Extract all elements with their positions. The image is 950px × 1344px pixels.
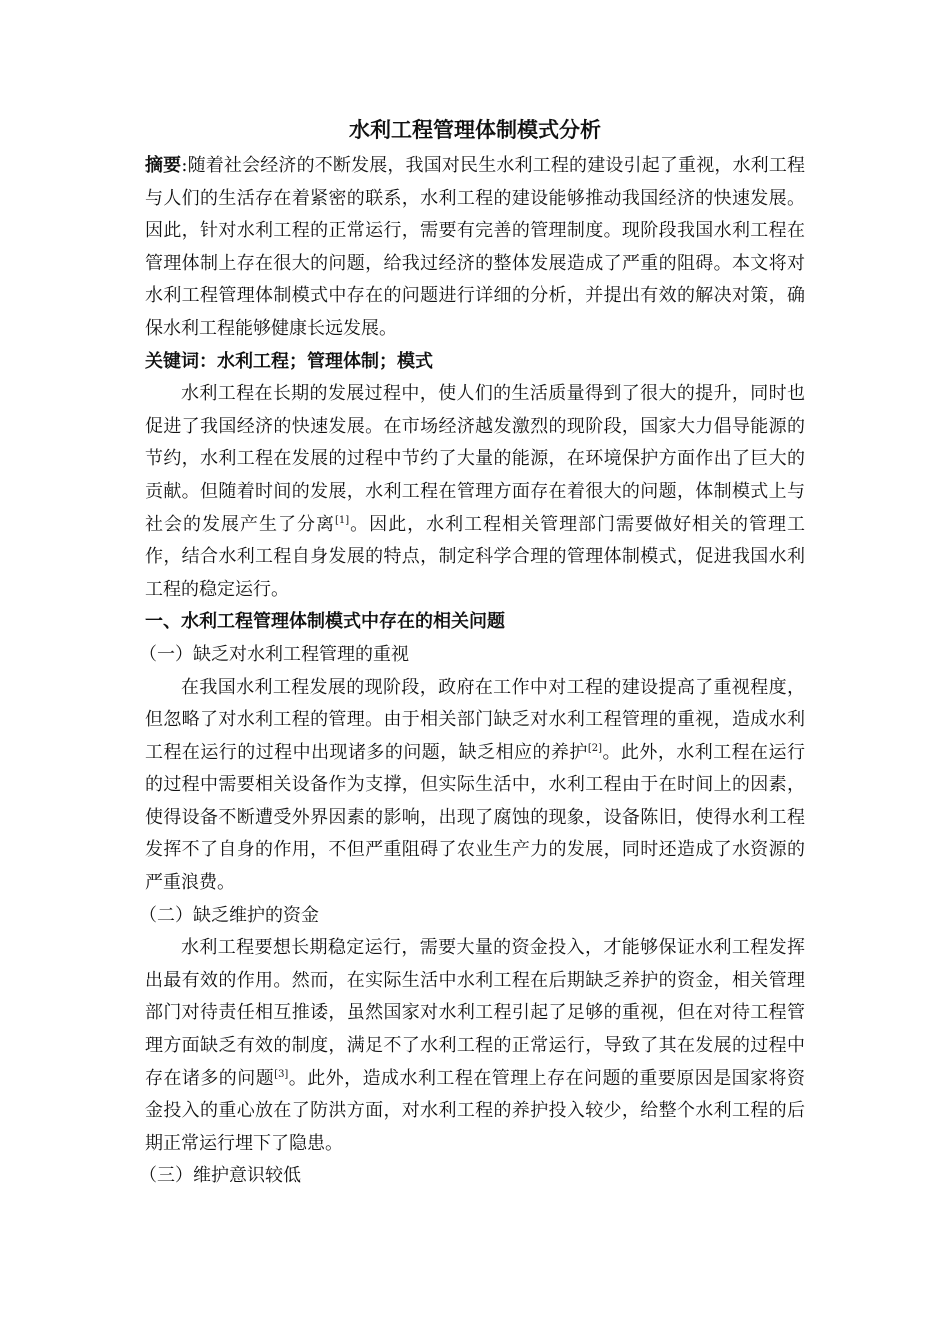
section-1-heading: 一、水利工程管理体制模式中存在的相关问题 [145,611,505,633]
citation-2: [2] [587,742,603,754]
subsection-1-text-a: 在我国水利工程发展的现阶段，政府在工作中对工程的建设提高了重视程度，但忽略了对水利工程的管理。由于相关部门缺乏对水利工程管理的重视，造成水利工程在运行的过程中出现诸多的问题，缺乏相应的养护 [145,676,805,763]
subsection-1-paragraph [145,672,805,900]
subsection-2-heading: （二）缺乏维护的资金 [139,904,319,926]
abstract-label: 摘要 [145,155,182,176]
subsection-3-heading: （三）维护意识较低 [139,1165,301,1187]
citation-1: [1] [334,514,350,526]
citation-3: [3] [274,1068,289,1080]
keywords-line: 关键词：水利工程；管理体制；模式 [145,350,433,372]
abstract-paragraph [145,150,805,346]
subsection-2-text-b: 。此外，造成水利工程在管理上存在问题的重要原因是国家将资金投入的重心放在了防洪方面，对水利工程的养护投入较少，给整个水利工程的后期正常运行埋下了隐患。 [145,1067,806,1154]
abstract-separator: : [181,155,188,176]
subsection-1-text-b: 。此外，水利工程在运行的过程中需要相关设备作为支撑，但实际生活中，水利工程由于在时间上的因素，使得设备不断遭受外界因素的影响，出现了腐蚀的现象，设备陈旧，使得水利工程发挥不了自身的作用，不但严重阻碍了农业生产力的发展，同时还造成了水资源的严重浪费。 [145,741,806,894]
abstract-text: 随着社会经济的不断发展，我国对民生水利工程的建设引起了重视，水利工程与人们的生活存在着紧密的联系，水利工程的建设能够推动我国经济的快速发展。因此，针对水利工程的正常运行，需要有完善的管理制度。现阶段我国水利工程在管理体制上存在很大的问题，给我过经济的整体发展造成了严重的阻碍。本文将对水利工程管理体制模式中存在的问题进行详细的分析，并提出有效的解决对策，确保水利工程能够健康长远发展。 [145,155,806,339]
intro-text-a: 水利工程在长期的发展过程中，使人们的生活质量得到了很大的提升，同时也促进了我国经济的快速发展。在市场经济越发激烈的现阶段，国家大力倡导能源的节约，水利工程在发展的过程中节约了大量的能源，在环境保护方面作出了巨大的贡献。但随着时间的发展，水利工程在管理方面存在着很大的问题，体制模式上与社会的发展产生了分离 [145,383,805,535]
intro-paragraph [145,378,805,606]
document-page [139,112,806,1193]
intro-text-b: 。因此，水利工程相关管理部门需要做好相关的管理工作，结合水利工程自身发展的特点，制定科学合理的管理体制模式，促进我国水利工程的稳定运行。 [145,513,806,600]
subsection-2-paragraph [145,932,805,1160]
paper-title: 水利工程管理体制模式分析 [349,118,601,142]
subsection-1-heading: （一）缺乏对水利工程管理的重视 [139,643,409,665]
subsection-2-text-a: 水利工程要想长期稳定运行，需要大量的资金投入，才能够保证水利工程发挥出最有效的作用。然而，在实际生活中水利工程在后期缺乏养护的资金，相关管理部门对待责任相互推诿，虽然国家对水利工程引起了足够的重视，但在对待工程管理方面缺乏有效的制度，满足不了水利工程的正常运行，导致了其在发展的过程中存在诸多的问题 [145,937,805,1089]
